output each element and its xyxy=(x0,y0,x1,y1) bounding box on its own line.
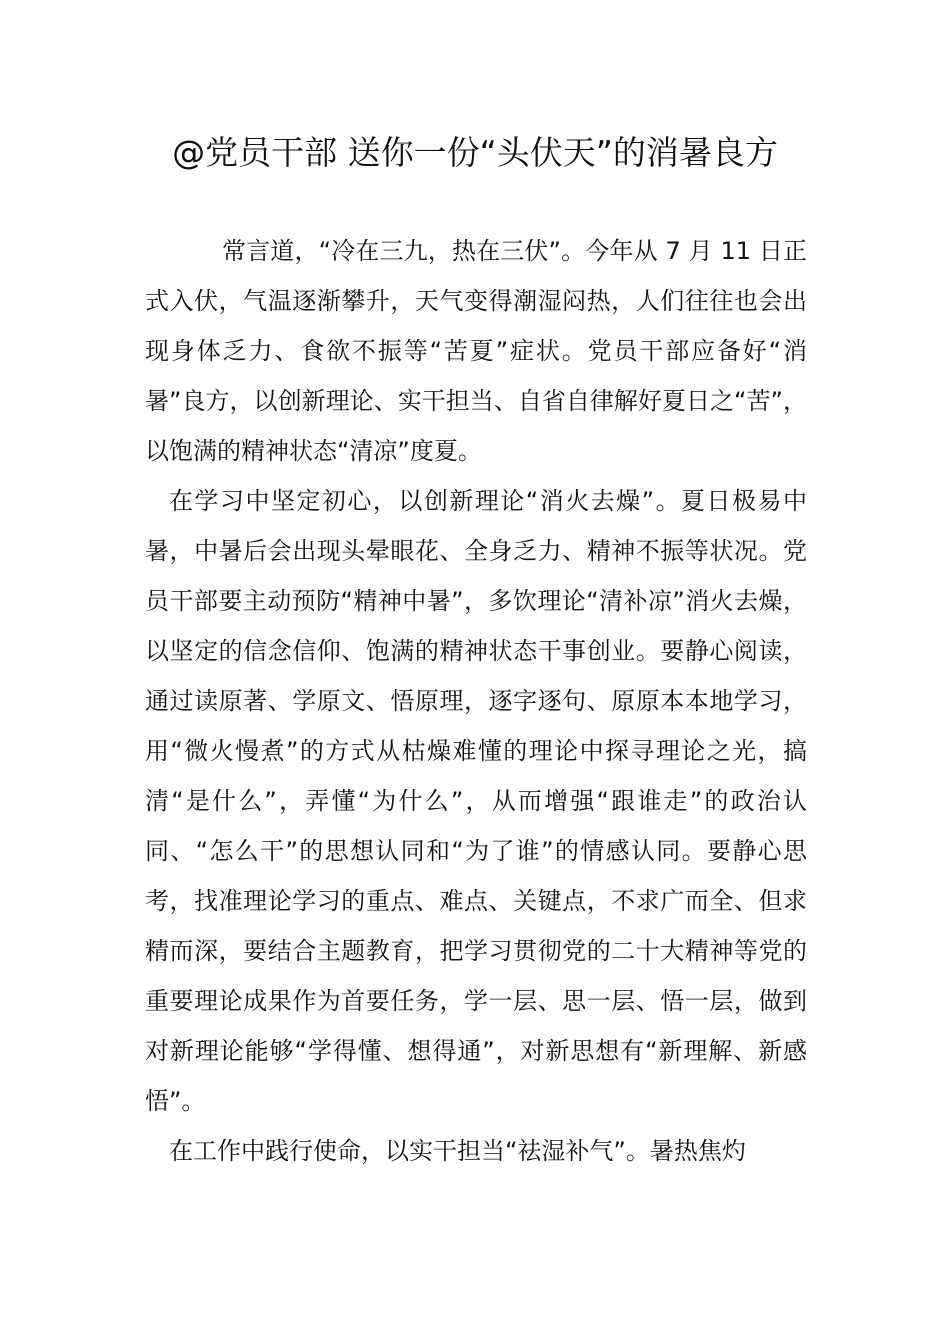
document-title: @党员干部 送你一份“头伏天”的消暑良方 xyxy=(172,133,778,172)
paragraph-intro: 常言道，“冷在三九，热在三伏”。今年从 7 月 11 日正式入伏，气温逐渐攀升，天气变得潮湿闷热，人们往往也会出现身体乏力、食欲不振等“苦夏”症状。党员干部应备好“消暑”良方，以创新理论、实干担当、自省自律解好夏日之“苦”，以饱满的精神状态“清凉”度夏。 xyxy=(145,237,807,465)
paragraph-work: 在工作中践行使命，以实干担当“祛湿补气”。暑热焦灼 xyxy=(169,1137,746,1165)
paragraph-study: 在学习中坚定初心，以创新理论“消火去燥”。夏日极易中暑，中暑后会出现头晕眼花、全身乏力、精神不振等状况。党员干部要主动预防“精神中暑”，多饮理论“清补凉”消火去燥，以坚定的信念信仰、饱满的精神状态干事创业。要静心阅读，通过读原著、学原文、悟原理，逐字逐句、原原本本地学习，用“微火慢煮”的方式从枯燥难懂的理论中探寻理论之光，搞清“是什么”，弄懂“为什么”，从而增强“跟谁走”的政治认同、“怎么干”的思想认同和“为了谁”的情感认同。要静心思考，找准理论学习的重点、难点、关键点，不求广而全、但求精而深，要结合主题教育，把学习贯彻党的二十大精神等党的重要理论成果作为首要任务，学一层、思一层、悟一层，做到对新理论能够“学得懂、想得通”，对新思想有“新理解、新感悟”。 xyxy=(145,487,807,1115)
document-body xyxy=(145,226,807,1176)
